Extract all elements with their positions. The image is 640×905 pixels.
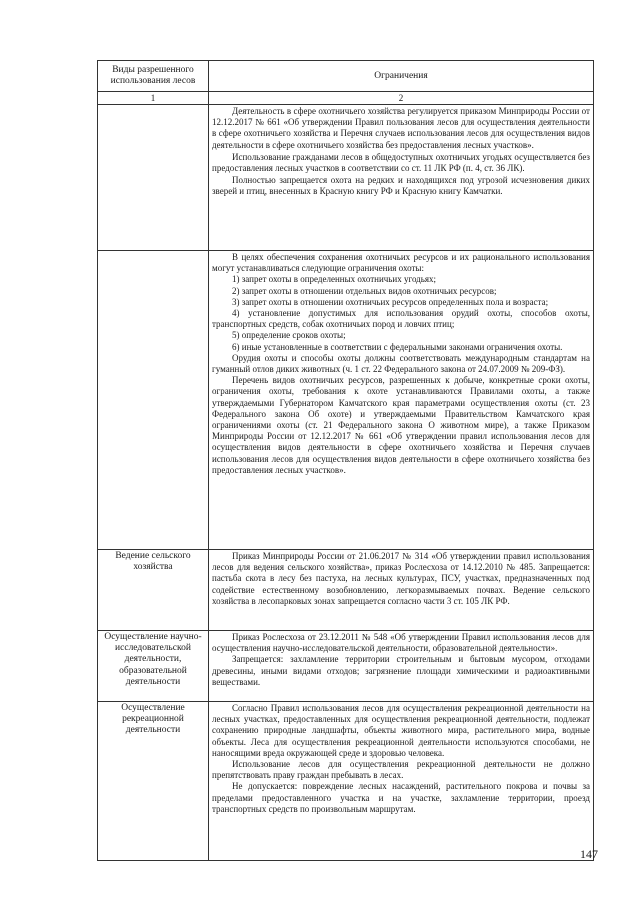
restriction-paragraph: 5) определение сроков охоты; [232,330,346,341]
column-number-row [98,92,594,105]
row-use-type [98,105,209,251]
restriction-paragraph: 3) запрет охоты в отношении охотничьих ресурсов определенных пола и возраста; [232,296,549,307]
row-use-type: Осуществление рекреационной деятельности [98,702,209,861]
row-use-type [98,251,209,550]
restriction-paragraph: Согласно Правил использования лесов для осуществления рекреационной деятельности на лесных участках, предоставленных для осуществления рекреационной деятельности, подлежат сохранению природные ландшафты, объекты животного мира, растительного мира, водные объекты. Леса для осуществления рекреационной деятельности используются способами, не наносящими вреда окружающей среде и здоровью человека. [212,703,590,758]
restriction-paragraph: Использование гражданами лесов в общедоступных охотничьих угодьях осуществляется без предоставления лесных участков в соответствии со ст. 11 ЛК РФ (п. 4, ст. 36 ЛК). [212,151,590,174]
row-use-type: Ведение сельского хозяйства [98,550,209,631]
restriction-paragraph: Деятельность в сфере охотничьего хозяйства регулируется приказом Минприроды России от 12.12.2017 № 661 «Об утверждении Правил пользования лесов для осуществления деятельности в сфере охотничьего хозяйства и Перечня случаев использования лесов для осуществления видов деятельности в сфере охотничьего хозяйства без предоставления лесных участков». [212,106,590,150]
restriction-paragraph: Полностью запрещается охота на редких и находящихся под угрозой исчезновения диких зверей и птиц, внесенных в Красную книгу РФ и Красную книгу Камчатки. [212,175,590,197]
row-use-type: Осуществление научно-исследовательской деятельности, образовательной деятельности [98,631,209,702]
table-row [98,631,594,702]
row-restrictions [209,105,594,251]
table-row [98,702,594,861]
restriction-paragraph: В целях обеспечения сохранения охотничьих ресурсов и их рационального использования могут устанавливаться следующие ограничения охоты: [212,252,590,274]
row-restrictions [209,550,594,631]
row-restrictions [209,702,594,861]
table-row [98,105,594,251]
table-row [98,550,594,631]
restriction-paragraph: 6) иные установленные в соответствии с федеральными законами ограничения охоты. [232,341,563,352]
restrictions-table [97,60,594,861]
column-number-2: 2 [209,92,594,105]
column-number-1: 1 [98,92,209,105]
table-header-row [98,61,594,92]
restriction-paragraph: Орудия охоты и способы охоты должны соответствовать международным стандартам на гуманный отлов диких животных (ч. 1 ст. 22 Федерального закона от 24.07.2009 № 209-ФЗ). [212,352,590,375]
restriction-paragraph: 1) запрет охоты в определенных охотничьих угодьях; [232,274,437,285]
row-restrictions [209,251,594,550]
restriction-paragraph: Перечень видов охотничьих ресурсов, разрешенных к добыче, конкретные сроки охоты, ограничения охоты, требования к охоте устанавливаются Правилами охоты, а также утверждаемыми Губернатором Камчатского края параметрами осуществления охоты (ст. 23 Федерального закона Об охоте) и утверждаемыми Правительством Камчатского края ограничениями охоты (ст. 21 Федерального закона О животном мире), а также Приказом Минприроды России от 12.12.2017 № 661 «Об утверждении правил использования лесов для осуществления видов деятельности в сфере охотничьего хозяйства и Перечня случаев использования лесов для осуществления видов деятельности в сфере охотничьего хозяйства без предоставления лесных участков». [212,375,590,475]
restriction-paragraph: Использование лесов для осуществления рекреационной деятельности не должно препятствовать праву граждан пребывать в лесах. [212,759,590,781]
header-restrictions: Ограничения [209,61,594,92]
restriction-paragraph: 4) установление допустимых для использования орудий охоты, способов охоты, транспортных средств, собак охотничьих пород и ловчих птиц; [212,308,590,330]
row-restrictions [209,631,594,702]
page-number: 147 [580,847,598,861]
header-forest-use-types: Виды разрешенного использования лесов [98,61,209,92]
table-row [98,251,594,550]
restriction-paragraph: Приказ Минприроды России от 21.06.2017 № 314 «Об утверждении правил использования лесов для ведения сельского хозяйства», приказ Рослесхоза от 14.12.2010 № 485. Запрещается: пастьба скота в лесу без пастуха, на лесных культурах, ПСУ, участках, предназначенных под содействие естественному возобновлению, легкоразмываемых почвах. Ведение сельского хозяйства в лесопарковых зонах запрещается согласно части 3 ст. 105 ЛК РФ. [212,551,590,606]
restriction-paragraph: Не допускается: повреждение лесных насаждений, растительного покрова и почвы за пределами предоставленного участка и на участке, захламление территории, проезд транспортных средств по произвольным маршрутам. [212,781,590,814]
restriction-paragraph: Приказ Рослесхоза от 23.12.2011 № 548 «Об утверждении Правил использования лесов для осуществления научно-исследовательской деятельности, образовательной деятельности». [212,632,590,654]
restriction-paragraph: 2) запрет охоты в отношении отдельных видов охотничьих ресурсов; [232,285,497,296]
restriction-paragraph: Запрещается: захламление территории строительным и бытовым мусором, отходами древесины, иными видами отходов; загрязнение площади химическими и радиоактивными веществами. [212,654,590,687]
